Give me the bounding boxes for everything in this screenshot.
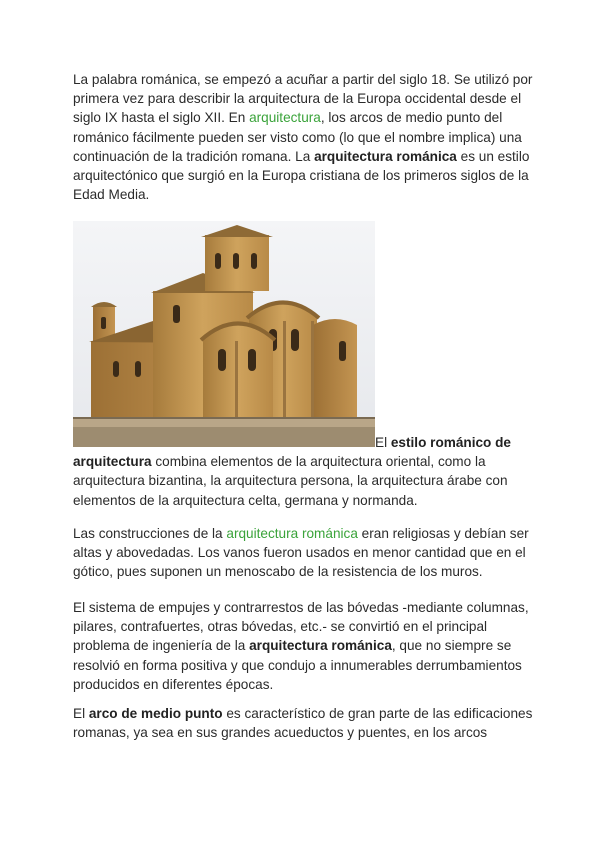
text-run: combina elementos de la arquitectura oriental, como la arquitectura bizantina, la arquitectura persona, la arquitectura árabe con elementos de la arquitectura celta, germana y normanda. — [73, 454, 508, 508]
bold-term: arco de medio punto — [88, 706, 223, 721]
link-arquitectura-romanica[interactable]: arquitectura románica — [226, 526, 358, 541]
paragraph-empujes — [73, 598, 543, 694]
text-run: El — [73, 706, 89, 721]
link-arquitectura[interactable]: arquitectura — [249, 110, 321, 126]
text-run: es característico de gran parte de las edificaciones romanas, ya sea en sus grandes acueductos y puentes, en los arcos — [73, 706, 533, 741]
text-run: El — [375, 435, 391, 450]
text-run: , que no siempre se resolvió en forma positiva y que condujo a innumerables derrumbamientos producidos en diferentes épocas. — [73, 638, 522, 692]
text-run: La palabra románica, se empezó a acuñar a partir del siglo 18. Se utilizó por primera vez para describir la arquitectura de la Europa occidental desde el siglo IX hasta el siglo XII. En — [73, 72, 533, 126]
bold-term: arquitectura románica — [249, 638, 392, 654]
text-run: , los arcos de medio punto del románico fácilmente pueden ser visto como (lo que el nombre implica) una continuación de la tradición romana. La — [73, 110, 522, 164]
text-run: es un estilo arquitectónico que surgió en la Europa cristiana de los primeros siglos de la Edad Media. — [73, 148, 530, 203]
paragraph-construcciones — [73, 524, 543, 582]
paragraph-estilo — [73, 433, 543, 510]
text-run: eran religiosas y debían ser altas y abovedadas. Los vanos fueron usados en menor cantidad que en el gótico, pues suponen un menoscabo de la resistencia de los muros. — [73, 526, 529, 580]
text-run: Las construcciones de la — [73, 526, 227, 541]
paragraph-arco — [73, 704, 543, 742]
paragraph-intro — [73, 70, 543, 204]
bold-term: estilo románico de arquitectura — [73, 435, 511, 470]
church-photo — [73, 221, 375, 447]
bold-term: arquitectura románica — [314, 148, 457, 164]
text-run: El sistema de empujes y contrarrestos de las bóvedas -mediante columnas, pilares, contrafuertes, otras bóvedas, etc.- se convirtió en el principal problema de ingeniería de la — [73, 600, 529, 654]
